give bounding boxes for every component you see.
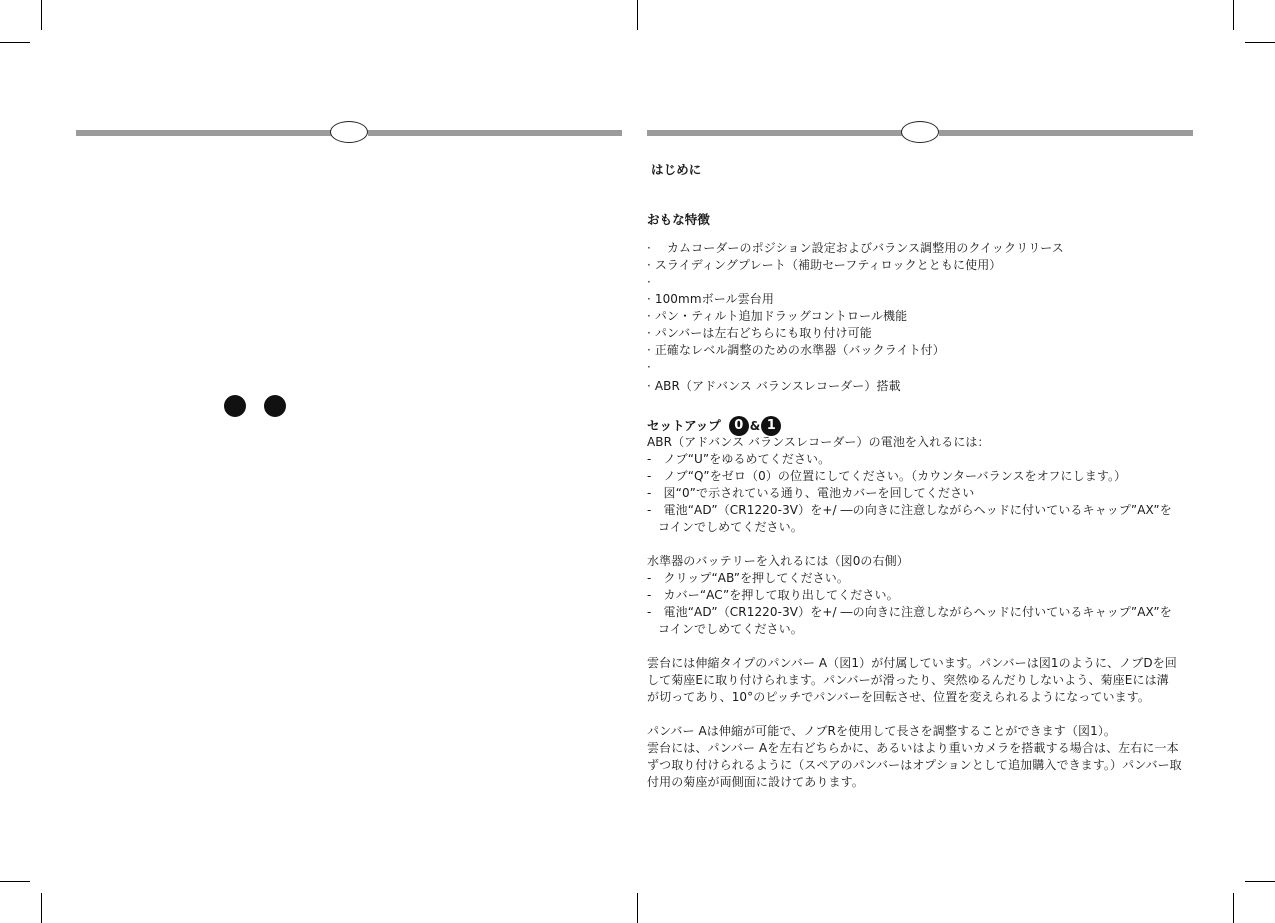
crop-mark-top-right-horizontal — [1245, 42, 1275, 43]
crop-mark-bottom-left-horizontal — [0, 881, 30, 882]
feature-item: · — [647, 275, 651, 289]
left-page-marker-dot-2 — [264, 395, 286, 417]
figure-1-badge: 1 — [761, 416, 781, 436]
abr-step-continuation: コインでしめてください。 — [658, 520, 803, 534]
crop-mark-bottom-center-vertical — [637, 893, 638, 923]
panbar-paragraph-line: して菊座Eに取り付けられます。パンバーが滑ったり、突然ゆるんだりしないよう、菊座Eには溝 — [647, 673, 1169, 687]
feature-item: · 100mmボール雲台用 — [647, 292, 774, 306]
feature-item: · カムコーダーのポジション設定およびバランス調整用のクイックリリース — [647, 241, 1064, 255]
figure-0-badge: 0 — [729, 416, 749, 436]
abr-step: - ノブ“U”をゆるめてください。 — [647, 452, 831, 466]
left-page-number-oval — [330, 121, 368, 143]
abr-step: - ノブ“Q”をゼロ（0）の位置にしてください。（カウンターバランスをオフにします。） — [647, 469, 1127, 483]
features-heading: おもな特徴 — [647, 212, 711, 227]
abr-step: - 電池“AD”（CR1220-3V）を+/ ―の向きに注意しながらヘッドに付いているキャップ”AX”を — [647, 503, 1172, 517]
level-intro: 水準器のバッテリーを入れるには（図0の右側） — [647, 554, 909, 568]
setup-heading-label: セットアップ — [647, 418, 721, 433]
feature-item: · ABR（アドバンス バランスレコーダー）搭載 — [647, 379, 901, 393]
extend-paragraph-line: ずつ取り付けられるように（スペアのパンバーはオプションとして追加購入できます。）パンバー取 — [647, 758, 1182, 772]
abr-step: - 図“0”で示されている通り、電池カバーを回してください — [647, 486, 975, 500]
crop-mark-top-right-vertical — [1233, 0, 1234, 30]
right-page-header-rule-left — [647, 130, 902, 136]
extend-paragraph-line: パンバー Aは伸縮が可能で、ノブRを使用して長さを調整することができます（図1）。 — [647, 724, 1117, 738]
feature-item: · スライディングプレート（補助セーフティロックとともに使用） — [647, 258, 1002, 272]
crop-mark-top-left-vertical — [41, 0, 42, 30]
crop-mark-top-center-vertical — [637, 0, 638, 30]
level-step: - クリップ“AB”を押してください。 — [647, 571, 849, 585]
feature-item: · パンバーは左右どちらにも取り付け可能 — [647, 326, 872, 340]
crop-mark-top-left-horizontal — [0, 42, 30, 43]
panbar-paragraph-line: が切ってあり、10°のピッチでパンバーを回転させ、位置を変えられるようになっています。 — [647, 690, 1150, 704]
level-step: - カバー“AC”を押して取り出してください。 — [647, 588, 899, 602]
setup-heading — [647, 416, 781, 436]
crop-mark-bottom-left-vertical — [41, 893, 42, 923]
extend-paragraph-line: 付用の菊座が両側面に設けてあります。 — [647, 775, 864, 789]
left-page-header-rule-left — [76, 130, 332, 136]
crop-mark-bottom-right-vertical — [1233, 893, 1234, 923]
level-step: - 電池“AD”（CR1220-3V）を+/ ―の向きに注意しながらヘッドに付いているキャップ”AX”を — [647, 605, 1172, 619]
left-page-header-rule-right — [368, 130, 622, 136]
panbar-paragraph-line: 雲台には伸縮タイプのパンバー A（図1）が付属しています。パンバーは図1のように、ノブDを回 — [647, 656, 1177, 670]
ampersand: & — [749, 419, 761, 433]
level-step-continuation: コインでしめてください。 — [658, 622, 803, 636]
feature-item: · 正確なレベル調整のための水準器（バックライト付） — [647, 343, 945, 357]
abr-intro: ABR（アドバンス バランスレコーダー）の電池を入れるには： — [647, 435, 990, 449]
right-page-number-oval — [901, 121, 939, 143]
left-page-marker-dot-1 — [224, 395, 246, 417]
extend-paragraph-line: 雲台には、パンバー Aを左右どちらかに、あるいはより重いカメラを搭載する場合は、左右に一本 — [647, 741, 1179, 755]
right-page-header-rule-right — [939, 130, 1193, 136]
crop-mark-bottom-right-horizontal — [1245, 881, 1275, 882]
intro-title: はじめに — [651, 162, 702, 177]
feature-item: · パン・ティルト追加ドラッグコントロール機能 — [647, 309, 908, 323]
feature-item: · — [647, 360, 651, 374]
